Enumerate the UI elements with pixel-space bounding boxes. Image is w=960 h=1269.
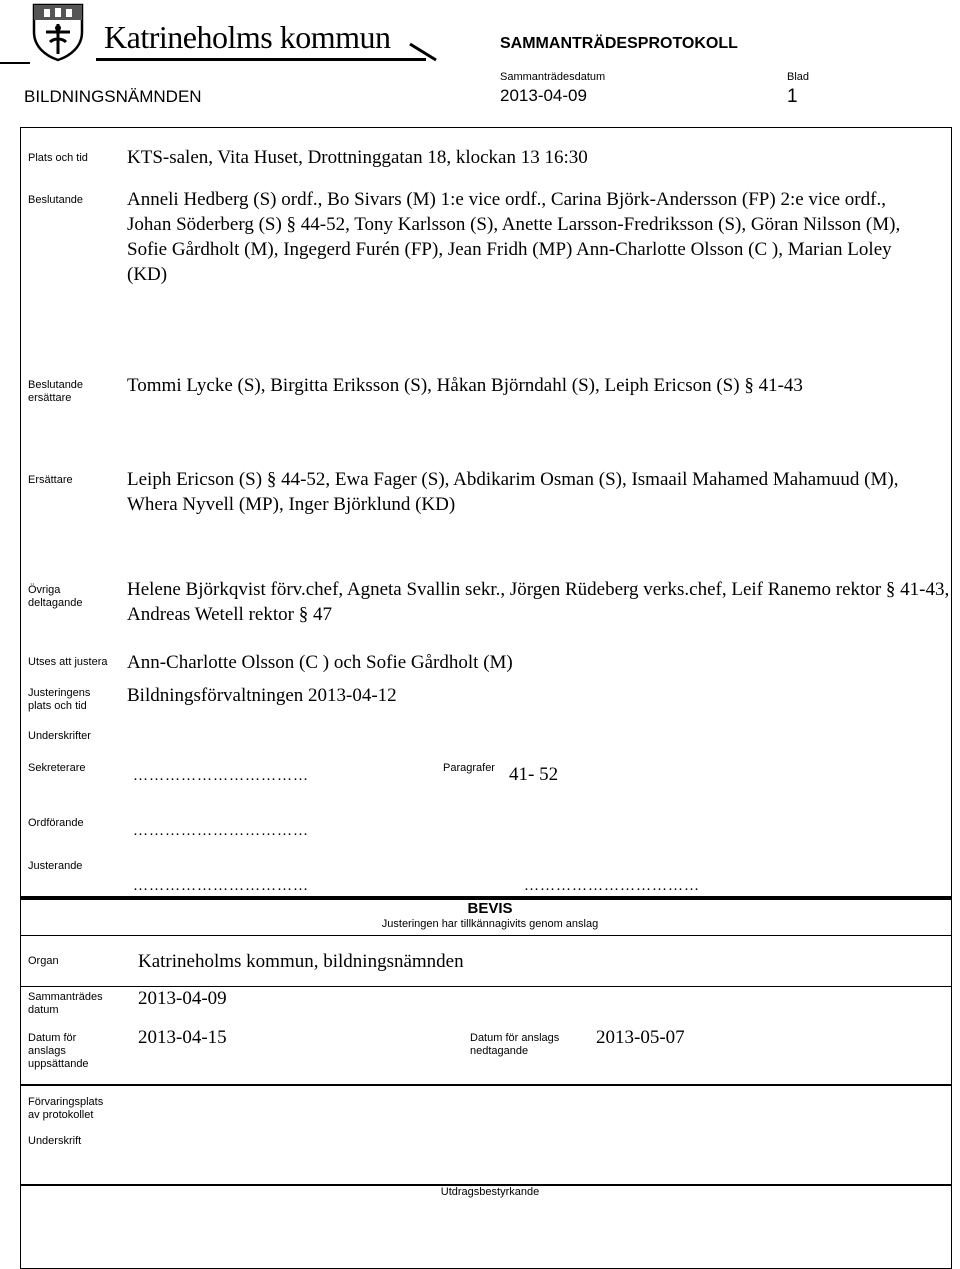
paragraphs-label: Paragrafer — [443, 762, 495, 774]
posted-label-1: Datum för — [28, 1032, 77, 1044]
meeting-date-label-1: Sammanträdes — [28, 991, 103, 1003]
secretary-label: Sekreterare — [28, 762, 86, 774]
meeting-date: 2013-04-09 — [500, 86, 587, 105]
adjuster-signature-line-2: …………………………… — [524, 878, 700, 894]
secretary-signature-line: …………………………… — [133, 768, 309, 784]
logo-underline — [96, 58, 426, 61]
voting-substitutes-value: Tommi Lycke (S), Birgitta Eriksson (S), Håkan Björndahl (S), Leiph Ericson (S) § 41-43 — [127, 375, 803, 396]
others-label-1: Övriga — [28, 584, 61, 596]
adjust-place-label-2: plats och tid — [28, 700, 87, 712]
org-name: Katrineholms kommun — [104, 19, 391, 55]
posted-label-3: uppsättande — [28, 1058, 89, 1070]
substitutes-label: Ersättare — [28, 474, 73, 486]
storage-label-2: av protokollet — [28, 1109, 94, 1121]
bevis-subtitle: Justeringen har tillkännagivits genom anslag — [381, 918, 599, 930]
posted-label-2: anslags — [28, 1045, 66, 1057]
others-value: Helene Björkqvist förv.chef, Agneta Svallin sekr., Jörgen Rüdeberg verks.chef, Leif Ranemo rektor § 41-43, Andreas Wetell rektor § 47 — [127, 579, 950, 625]
voting-substitutes-label-1: Beslutande — [28, 379, 84, 391]
municipal-crest-icon — [30, 2, 86, 62]
chair-signature-line: …………………………… — [133, 823, 309, 839]
adjusters-label: Utses att justera — [28, 656, 108, 668]
place-value: KTS-salen, Vita Huset, Drottninggatan 18, klockan 13 16:30 — [127, 147, 588, 168]
page-number: 1 — [787, 86, 798, 107]
removed-label-1: Datum för anslags — [470, 1032, 560, 1044]
organ-value: Katrineholms kommun, bildningsnämnden — [138, 951, 464, 972]
removed-label-2: nedtagande — [470, 1045, 529, 1057]
chair-label: Ordförande — [28, 817, 84, 829]
adjuster-label: Justerande — [28, 860, 83, 872]
date-label: Sammanträdesdatum — [500, 71, 606, 83]
others-label-2: deltagande — [28, 597, 83, 609]
members-value: Anneli Hedberg (S) ordf., Bo Sivars (M) 1:e vice ordf., Carina Björk-Andersson (FP) 2:e vice ordf., Johan Söderberg (S) § 44-52, Tony Karlsson (S), Anette Larsson-Fredriksson (S), Göran Nilsson (M), Sofie Gårdholt (M), Ingegerd Furén (FP), Jean Fridh (MP) Ann-Charlotte Olsson (C ), Marian Loley (KD) — [127, 189, 901, 285]
logo-swoosh — [408, 40, 442, 64]
adjust-place-value: Bildningsförvaltningen 2013-04-12 — [127, 685, 397, 706]
voting-substitutes-label-2: ersättare — [28, 392, 72, 404]
signature-label: Underskrift — [28, 1135, 82, 1147]
members-label: Beslutande — [28, 194, 84, 206]
extract-label: Utdragsbestyrkande — [440, 1186, 540, 1198]
bevis-title: BEVIS — [467, 900, 513, 917]
organ-label: Organ — [28, 955, 59, 967]
storage-label-1: Förvaringsplats — [28, 1096, 104, 1108]
place-label: Plats och tid — [28, 152, 88, 164]
adjuster-signature-line-1: …………………………… — [133, 878, 309, 894]
adjusters-value: Ann-Charlotte Olsson (C ) och Sofie Gårdholt (M) — [127, 652, 513, 673]
meeting-date-value: 2013-04-09 — [138, 988, 227, 1009]
signatures-title: Underskrifter — [28, 730, 91, 742]
adjust-place-label-1: Justeringens — [28, 687, 91, 699]
page-label: Blad — [787, 71, 810, 83]
meeting-date-label-2: datum — [28, 1004, 59, 1016]
paragraphs-value: 41- 52 — [509, 764, 559, 785]
header-left-rule — [0, 62, 30, 64]
posted-date-value: 2013-04-15 — [138, 1027, 227, 1048]
substitutes-value: Leiph Ericson (S) § 44-52, Ewa Fager (S), Abdikarim Osman (S), Ismaail Mahamed Mahamuud (M), Whera Nyvell (MP), Inger Björklund (KD) — [127, 469, 899, 515]
board-name: BILDNINGSNÄMNDEN — [24, 87, 202, 106]
protocol-title: SAMMANTRÄDESPROTOKOLL — [500, 35, 738, 52]
removed-date-value: 2013-05-07 — [596, 1027, 685, 1048]
storage-box — [20, 1085, 952, 1185]
